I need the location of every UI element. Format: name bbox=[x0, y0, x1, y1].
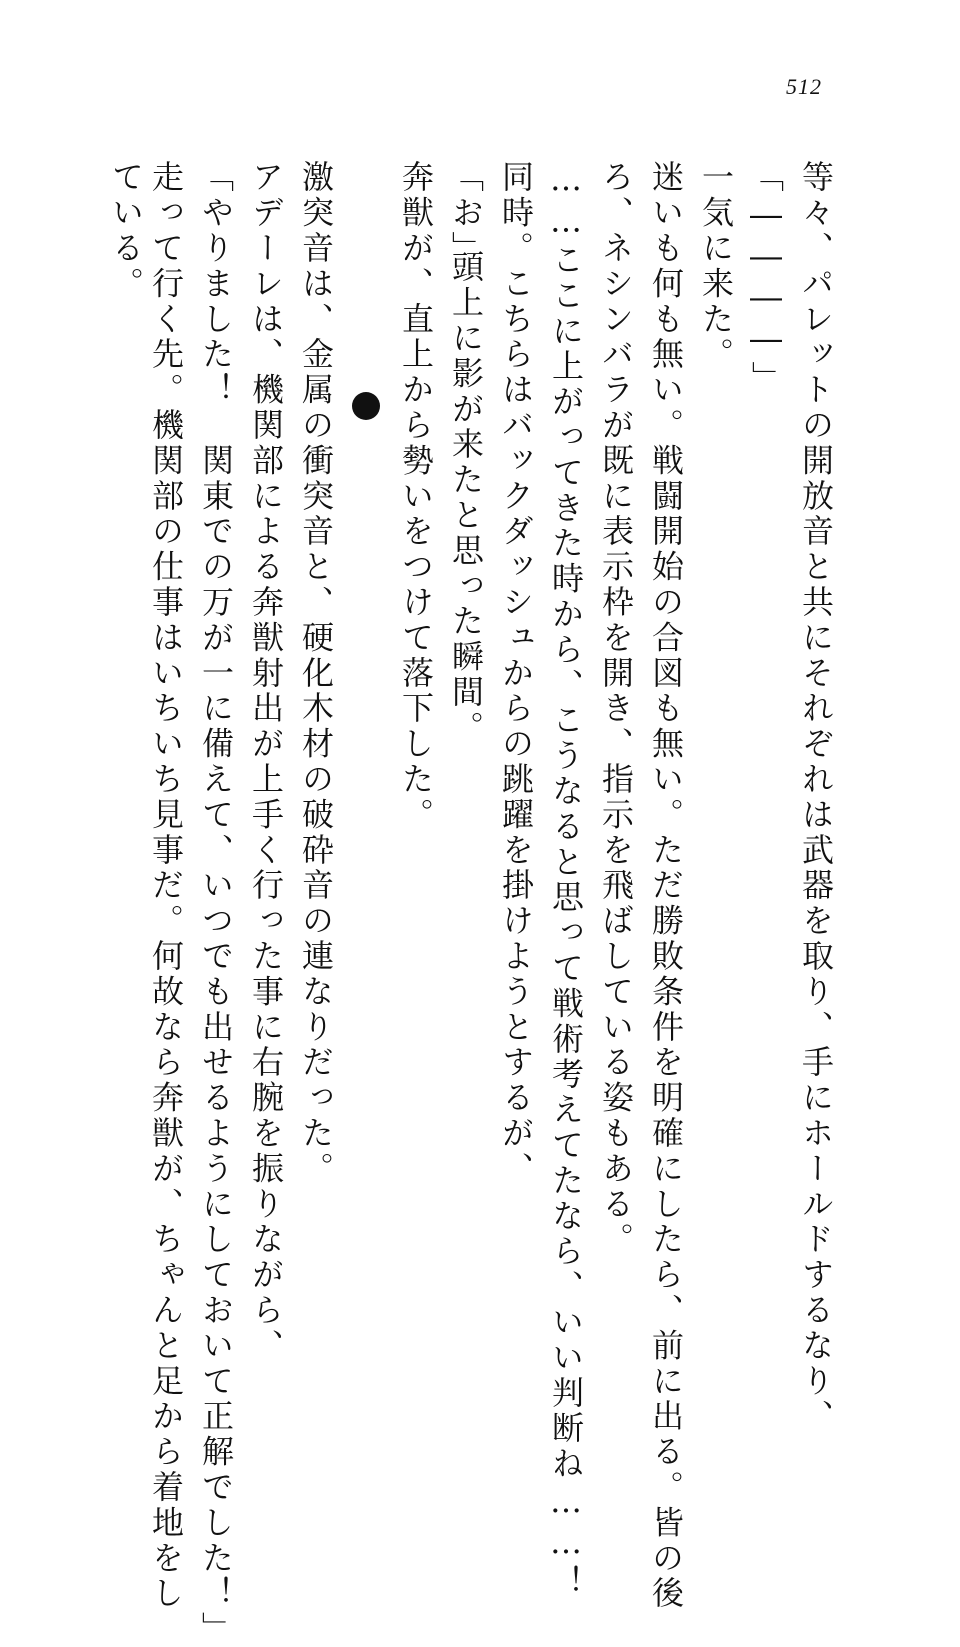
text-line-14: 走って行く先。機関部の仕事はいちいち見事だ。何故なら奔獣が、ちゃんと足から着地をし bbox=[147, 160, 185, 1612]
text-line-10: 奔獣が、直上から勢いをつけて落下した。 bbox=[397, 160, 435, 833]
text-line-1: 等々、パレットの開放音と共にそれぞれは武器を取り、手にホールドするなり、 bbox=[797, 160, 835, 1435]
text-line-11: 激突音は、金属の衝突音と、硬化木材の破砕音の連なりだった。 bbox=[297, 160, 335, 1187]
text-line-3: 一気に来た。 bbox=[697, 160, 735, 373]
text-line-13: 「やりました！ 関東での万が一に備えて、いつでも出せるようにしておいて正解でした！」 bbox=[197, 160, 235, 1647]
text-line-2: 「――――」 bbox=[747, 160, 785, 397]
scene-break-icon bbox=[352, 392, 380, 420]
text-line-6: ……ここに上がってきた時から、こうなると思って戦術考えてたなら、いい判断ね……！ bbox=[547, 160, 585, 1600]
text-line-4: 迷いも何も無い。戦闘開始の合図も無い。ただ勝敗条件を明確にしたら、前に出る。皆の後 bbox=[647, 160, 685, 1612]
text-line-7: 同時。こちらはバックダッシュからの跳躍を掛けようとするが、 bbox=[497, 160, 535, 1187]
text-line-12: アデーレは、機関部による奔獣射出が上手く行った事に右腕を振りながら、 bbox=[247, 160, 285, 1364]
text-line-8: 「お」 bbox=[447, 160, 485, 267]
page-number: 512 bbox=[786, 74, 822, 99]
text-line-15: ている。 bbox=[107, 160, 145, 302]
text-line-9: 頭上に影が来たと思った瞬間。 bbox=[447, 250, 485, 746]
text-line-5: ろ、ネシンバラが既に表示枠を開き、指示を飛ばしている姿もある。 bbox=[597, 160, 635, 1258]
